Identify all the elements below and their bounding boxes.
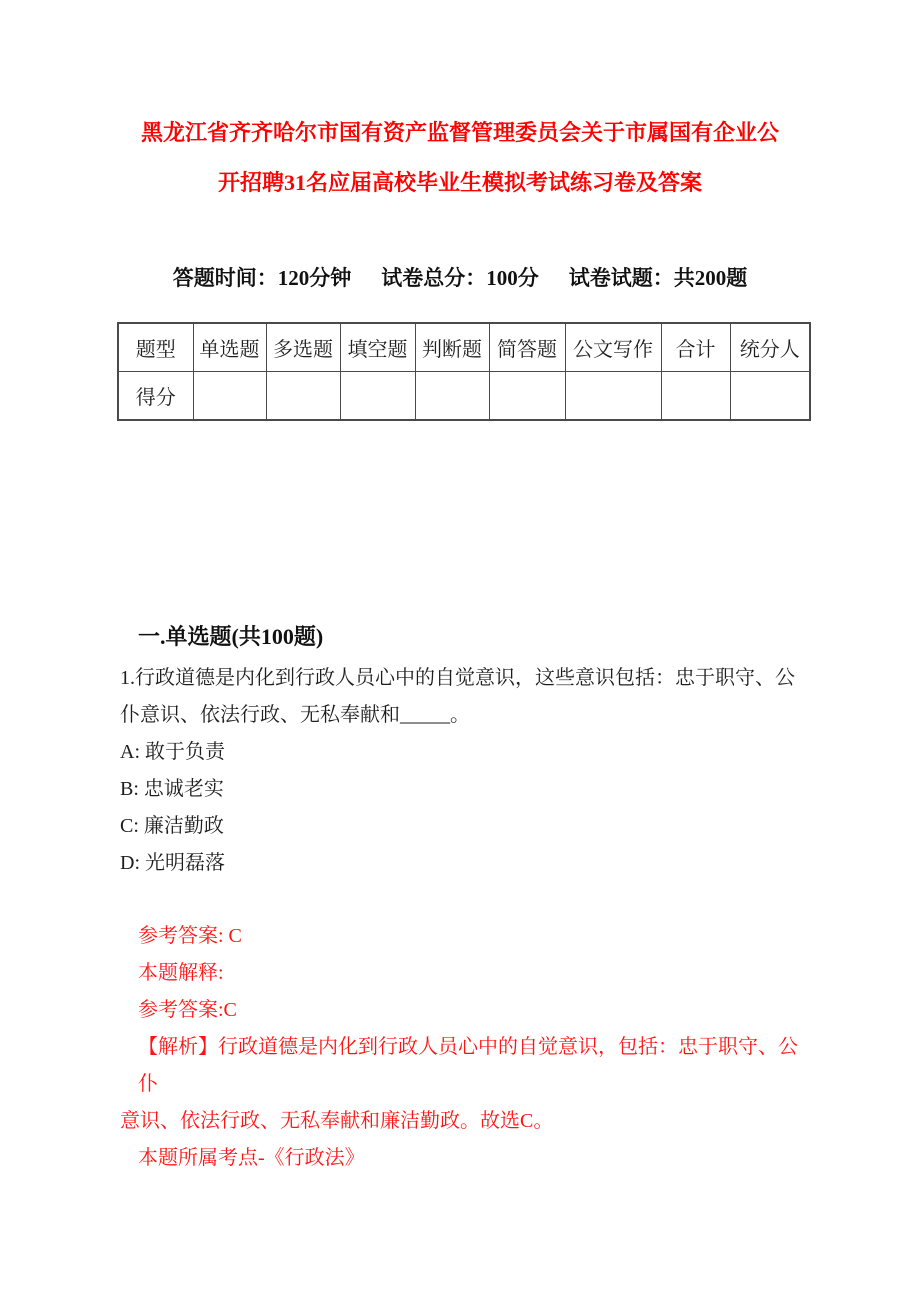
answer-block — [120, 918, 800, 1177]
analysis-line-2: 意识、依法行政、无私奉献和廉洁勤政。故选C。 — [120, 1110, 554, 1132]
page-title — [120, 108, 800, 208]
reference-answer: 参考答案: C — [138, 925, 242, 947]
analysis-text — [120, 1029, 800, 1140]
option-d: D: 光明磊落 — [120, 852, 225, 874]
score-cell-empty — [565, 372, 661, 421]
header-cell-true-false: 判断题 — [415, 323, 489, 372]
page-title-line-1: 黑龙江省齐齐哈尔市国有资产监督管理委员会关于市属国有企业公 — [140, 120, 779, 145]
explanation-label: 本题解释: — [138, 962, 224, 984]
score-table — [117, 322, 811, 421]
option-c: C: 廉洁勤政 — [120, 815, 224, 837]
score-cell-empty — [489, 372, 565, 421]
reference-answer-2: 参考答案:C — [138, 999, 237, 1021]
option-a: A: 敢于负责 — [120, 741, 225, 763]
score-table-score-row — [118, 372, 810, 421]
question-block — [120, 660, 800, 882]
header-cell-total: 合计 — [661, 323, 730, 372]
section-heading: 一.单选题(共100题) — [138, 624, 324, 649]
page-title-line-2: 开招聘31名应届高校毕业生模拟考试练习卷及答案 — [217, 170, 702, 195]
document-content — [0, 108, 920, 1177]
score-cell-empty — [193, 372, 266, 421]
exam-total-score: 试卷总分：100分 — [381, 266, 539, 290]
header-cell-question-type: 题型 — [118, 323, 193, 372]
knowledge-point: 本题所属考点-《行政法》 — [138, 1147, 365, 1169]
header-cell-official-writing: 公文写作 — [565, 323, 661, 372]
score-cell-empty — [415, 372, 489, 421]
question-text — [120, 660, 800, 734]
header-cell-short-answer: 简答题 — [489, 323, 565, 372]
header-cell-multi-choice: 多选题 — [266, 323, 340, 372]
score-cell-empty — [661, 372, 730, 421]
score-cell-empty — [266, 372, 340, 421]
header-cell-scorer: 统分人 — [730, 323, 810, 372]
analysis-line-1: 【解析】行政道德是内化到行政人员心中的自觉意识，包括：忠于职守、公仆 — [138, 1036, 798, 1095]
exam-duration: 答题时间：120分钟 — [172, 266, 352, 290]
exam-info-line — [120, 263, 800, 293]
option-b: B: 忠诚老实 — [120, 778, 224, 800]
score-cell-empty — [340, 372, 415, 421]
score-row-label: 得分 — [118, 372, 193, 421]
score-table-header-row — [118, 323, 810, 372]
header-cell-single-choice: 单选题 — [193, 323, 266, 372]
score-cell-empty — [730, 372, 810, 421]
question-text-line-2: 仆意识、依法行政、无私奉献和_____。 — [120, 704, 470, 726]
exam-question-count: 试卷试题：共200题 — [568, 266, 748, 290]
header-cell-fill-blank: 填空题 — [340, 323, 415, 372]
question-text-line-1: 1.行政道德是内化到行政人员心中的自觉意识，这些意识包括：忠于职守、公 — [120, 667, 795, 689]
